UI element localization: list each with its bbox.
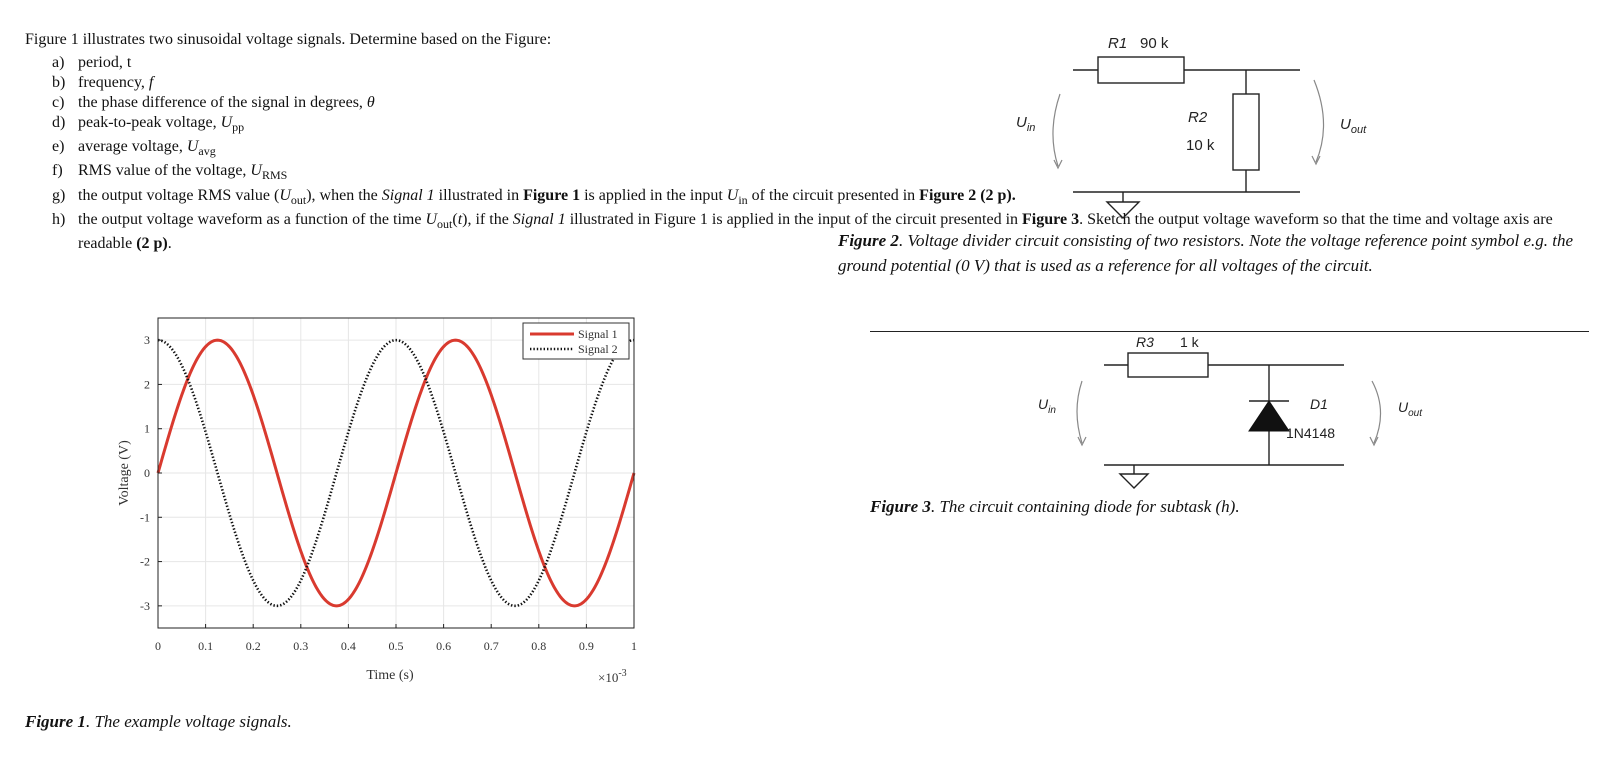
r3-value: 1 k [1180,334,1199,350]
uout-arrowhead [1312,156,1320,164]
ground-symbol [1107,202,1139,218]
diode-circuit [1020,333,1440,493]
y-tick-label: -1 [140,510,150,525]
x-tick-label: 0.1 [198,639,214,653]
task-text-part: frequency, [78,74,149,91]
task-text-part: Signal 1 [512,210,566,228]
task-text-part: is applied in the input [580,186,727,204]
uin-arrow [1077,381,1082,443]
task-text-part: θ [366,94,375,111]
voltage-divider-circuit [1000,28,1367,223]
task-text-part: Figure 2 [919,186,977,204]
y-tick-label: 3 [144,333,150,348]
task-text-part: in [738,192,748,207]
task-text-part: . Sketch the output voltage waveform so that the time and voltage axis are readable [78,210,1553,252]
task-item [52,73,1610,93]
r2-name: R2 [1188,109,1208,126]
task-text-part: the output voltage RMS value ( [78,186,280,204]
x-tick-label: 0.2 [245,639,261,653]
r1-value: 90 k [1140,35,1169,52]
figure-3-caption-text: . The circuit containing diode for subtask (h). [930,497,1240,516]
figure-1-caption [25,712,292,732]
task-text-part: illustrated in Figure 1 is applied in the input of the circuit presented in [565,210,1023,228]
task-label: h) [52,210,66,228]
task-text-part: average voltage, [78,138,187,156]
x-tick-label: 0.5 [388,639,404,653]
resistor-r3 [1128,353,1208,377]
resistor-r2 [1233,94,1259,170]
uout-label: $U_{out}$ [1398,399,1423,419]
y-axis-label: Voltage (V) [117,440,132,506]
task-text-part: U [726,186,739,204]
separator-line [870,331,1589,332]
uout-arrow [1372,381,1381,443]
task-text-part: RMS value of the voltage, [78,162,251,180]
task-text-part: U [425,210,438,228]
task-text-part: t [457,210,463,228]
figure-3-caption-prefix: Figure 3 [870,497,931,516]
resistor-r1 [1098,57,1184,83]
task-text-part: out [290,192,307,207]
task-label: c) [52,94,65,111]
intro-text: Figure 1 illustrates two sinusoidal voltage signals. Determine based on the Figure: [25,31,552,48]
task-text-part: (2 p). [980,186,1016,204]
task-text-part: Figure 1 [523,186,581,204]
ground-symbol [1120,474,1148,488]
r3-name: R3 [1136,334,1154,350]
task-item [52,53,1610,73]
uout-arrow [1314,80,1324,162]
task-text-part: Signal 1 [381,186,435,204]
uout-arrowhead [1370,437,1378,445]
task-text-part: f [148,74,154,91]
legend-label-2: Signal 2 [578,342,618,356]
task-text [78,162,288,183]
uin-label: $U_{in}$ [1016,114,1036,134]
figure-2-caption-text: . Voltage divider circuit consisting of two resistors. Note the voltage reference point symbol e.g. the ground potential (0 V) that is used as a reference for all voltages of the circuit. [838,231,1574,275]
uin-label: $U_{in}$ [1038,396,1056,416]
figure-3-caption [870,497,1240,517]
task-item [52,137,1610,161]
task-text-part: . [167,234,172,252]
task-text-part: U [250,162,262,180]
x-tick-label: 0.9 [578,639,594,653]
x-tick-label: 0 [155,639,161,653]
task-item [52,113,1610,137]
task-text-part: of the circuit presented in [747,186,920,204]
task-text-part: (2 p) [136,234,168,252]
uout-label: $U_{out}$ [1340,116,1367,136]
task-label: a) [52,54,65,71]
d1-part: 1N4148 [1286,425,1336,441]
figure-1-caption-text: . The example voltage signals. [85,712,292,731]
legend-label-1: Signal 1 [578,327,618,341]
x-tick-label: 0.3 [293,639,309,653]
task-label: d) [52,114,66,131]
x-axis-label: Time (s) [366,668,414,683]
task-text-part: Figure 3 [1022,210,1080,228]
uin-arrow [1053,94,1060,166]
task-text-part: U [186,138,199,156]
task-text-part: RMS [261,168,288,183]
task-text [78,94,375,111]
task-item [52,186,1610,210]
task-list [52,53,1610,254]
y-tick-label: -3 [140,598,150,613]
task-label: e) [52,138,65,156]
figure-1-caption-prefix: Figure 1 [25,712,86,731]
task-text-part: ), when the [306,186,382,204]
task-text-part: illustrated in [434,186,524,204]
diode-d1 [1249,401,1289,431]
task-text-part: pp [232,120,245,135]
x-tick-label: 0.7 [483,639,499,653]
x-tick-label: 0.8 [531,639,547,653]
figure-2-caption [838,228,1578,278]
task-text [78,74,153,91]
task-item [52,161,1610,185]
y-tick-label: 1 [144,421,150,436]
y-tick-label: 0 [144,466,150,480]
x-axis-multiplier: $\times 10^{-3}$ [598,668,627,685]
chart-legend [523,323,629,359]
task-text-part: period, [78,54,127,71]
task-text-part: ), if the [462,210,513,228]
task-item [52,93,1610,113]
task-text [78,114,245,135]
task-text [78,138,216,159]
task-text-part: avg [198,144,216,159]
d1-name: D1 [1310,396,1328,412]
x-tick-label: 0.6 [436,639,452,653]
task-text [78,186,1016,207]
task-text-part: the output voltage waveform as a function of the time [78,210,426,228]
task-text-part: U [220,114,233,131]
y-tick-label: -2 [140,554,150,569]
task-text-part: out [437,216,453,231]
figure-2-caption-prefix: Figure 2 [838,231,899,250]
r1-name: R1 [1108,35,1128,52]
task-label: f) [52,162,63,180]
voltage-chart [100,310,660,700]
x-tick-label: 0.4 [340,639,356,653]
task-text-part: peak-to-peak voltage, [78,114,221,131]
y-tick-label: 2 [144,377,150,392]
task-text-part: t [126,54,132,71]
task-label: g) [52,186,66,204]
task-label: b) [52,74,66,91]
r2-value: 10 k [1186,137,1215,154]
task-text-part: the phase difference of the signal in degrees, [78,94,367,111]
task-text-part: ( [452,210,458,228]
x-tick-label: 1 [631,639,637,653]
task-text-part: U [279,186,291,204]
task-text [78,54,131,71]
